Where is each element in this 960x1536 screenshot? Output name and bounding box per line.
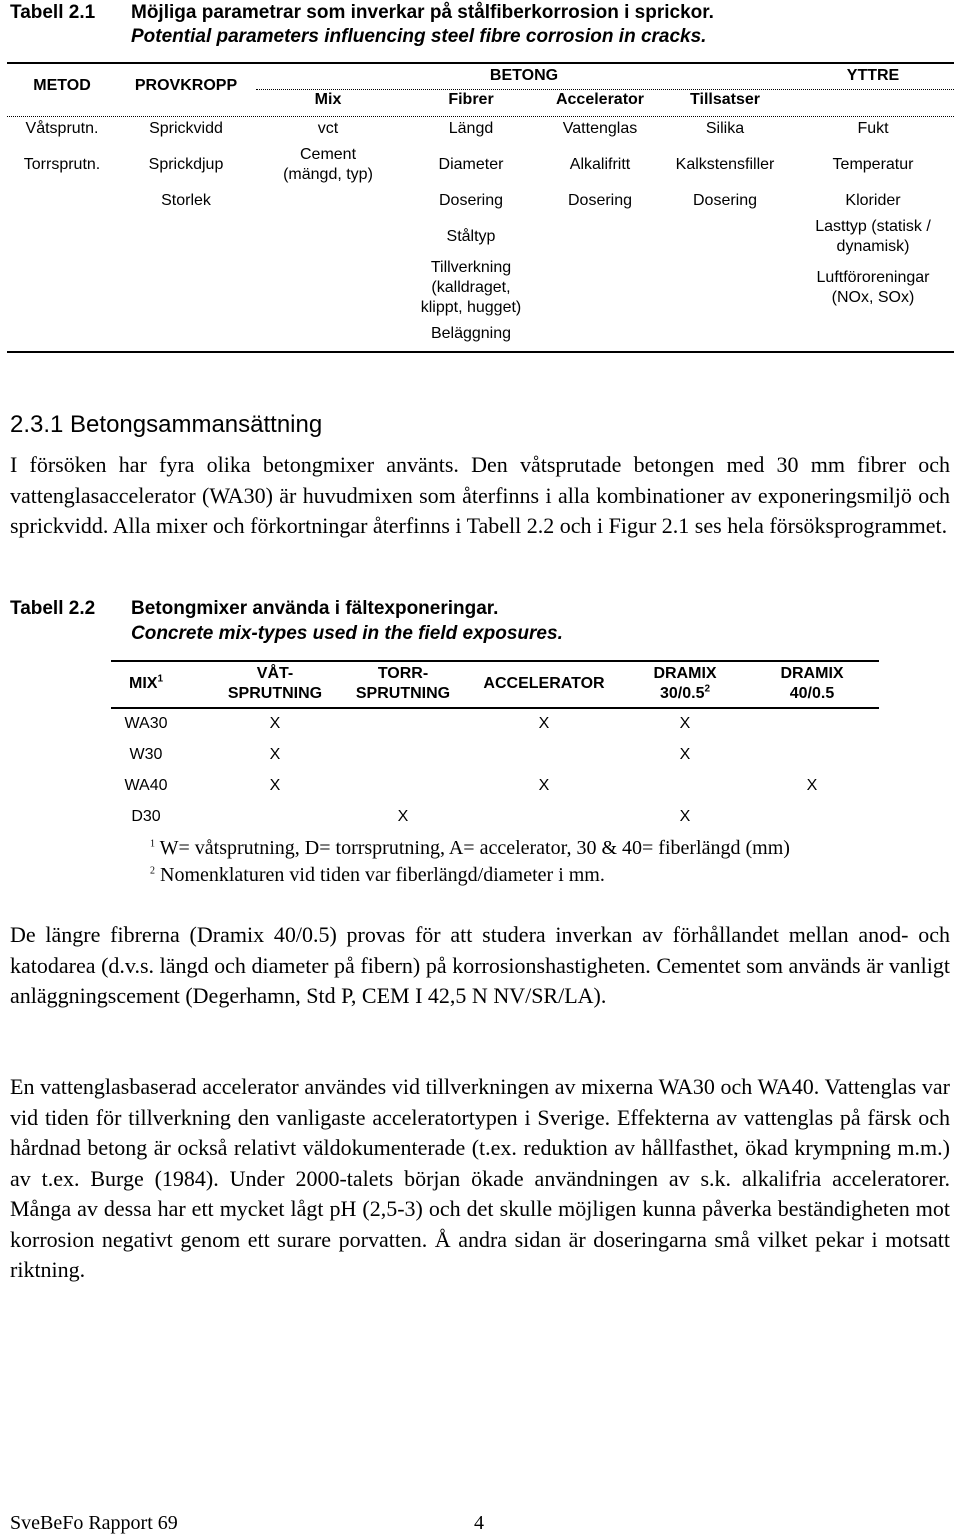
header-yttre: YTTRE bbox=[846, 67, 900, 84]
cell-fibrer-2: Diameter bbox=[438, 156, 504, 173]
cell-yttre-luft: Luftföroreningar bbox=[816, 269, 930, 286]
cell-yttre-1: Fukt bbox=[857, 120, 889, 137]
row-wa30-acc: X bbox=[538, 715, 550, 732]
body-paragraph-2: En vattenglasbaserad accelerator användes vid tillverkningen av mixerna WA30 och WA40. Vattenglas var vid tiden för tillverkning den vanligaste acceleratortypen i Sverige. Effekterna av vattenglas på färsk och hårdnad betong är också relativt väldokumenterade (t.ex. reduktion av hållfasthet, ökad krympning m.m.) av t.ex. Burge (1984). Under 2000-talets början ökade användningen av s.k. alkalifria acceleratorer. Många av dessa har ett mycket lågt pH (2,5-3) och det skulle möjligen kunna påverka beständigheten mot korrosion negativt genom ett surare porvatten. Å andra sidan är doseringarna små vilket pekar i motsatt riktning. bbox=[10, 1074, 950, 1282]
header-metod: METOD bbox=[33, 77, 91, 94]
header-provkropp: PROVKROPP bbox=[134, 77, 238, 94]
mix-header-label: MIX bbox=[128, 675, 158, 692]
mix-table-top-rule bbox=[111, 660, 879, 662]
betong-underline bbox=[256, 89, 954, 90]
torr-header-2: SPRUTNING bbox=[355, 685, 451, 702]
cell-fibrer-klippt: klippt, hugget) bbox=[420, 299, 522, 316]
cell-tillsatser-1: Silika bbox=[705, 120, 745, 137]
cell-fibrer-kalldraget: (kalldraget, bbox=[431, 279, 511, 296]
header-tillsatser: Tillsatser bbox=[690, 91, 760, 108]
header-betong: BETONG bbox=[489, 67, 559, 84]
table-top-rule bbox=[7, 62, 954, 64]
vat-header-1: VÅT- bbox=[256, 665, 294, 682]
row-mix-w30: W30 bbox=[129, 746, 163, 763]
dramix30-footnote-mark: 2 bbox=[704, 683, 711, 695]
accelerator-header: ACCELERATOR bbox=[483, 675, 605, 692]
table-caption-number: Tabell 2.1 bbox=[10, 2, 96, 23]
table-caption-sv: Möjliga parametrar som inverkar på stålfiberkorrosion i sprickor. bbox=[131, 2, 714, 23]
section-heading: 2.3.1 Betongsammansättning bbox=[10, 411, 323, 438]
row-wa30-vat: X bbox=[269, 715, 281, 732]
cell-provkropp-3: Storlek bbox=[161, 192, 211, 209]
row-w30-d30: X bbox=[679, 746, 691, 763]
cell-fibrer-belaggning: Beläggning bbox=[430, 325, 512, 342]
header-fibrer: Fibrer bbox=[448, 91, 494, 108]
cell-metod-1: Våtsprutn. bbox=[25, 120, 99, 137]
row-mix-wa40: WA40 bbox=[124, 777, 168, 794]
footer-page-number: 4 bbox=[474, 1512, 484, 1534]
cell-provkropp-2: Sprickdjup bbox=[148, 156, 224, 173]
cell-accelerator-2: Alkalifritt bbox=[569, 156, 631, 173]
mix-table-header-rule bbox=[111, 707, 879, 709]
footnote-1-text: W= våtsprutning, D= torrsprutning, A= accelerator, 30 & 40= fiberlängd (mm) bbox=[159, 837, 790, 859]
cell-mix-2a: Cement bbox=[299, 146, 357, 163]
footnote-2-text: Nomenklaturen vid tiden var fiberlängd/diameter i mm. bbox=[160, 864, 605, 886]
cell-tillsatser-3: Dosering bbox=[692, 192, 758, 209]
cell-fibrer-1: Längd bbox=[448, 120, 494, 137]
table2-caption-number: Tabell 2.2 bbox=[10, 598, 96, 619]
cell-fibrer-3: Dosering bbox=[438, 192, 504, 209]
footnote-2 bbox=[150, 864, 605, 887]
table2-caption-en: Concrete mix-types used in the field exposures. bbox=[131, 623, 563, 644]
cell-yttre-3: Klorider bbox=[845, 192, 901, 209]
dramix40-header-2: 40/0.5 bbox=[789, 685, 835, 702]
mix-header bbox=[129, 675, 163, 693]
row-wa30-d30: X bbox=[679, 715, 691, 732]
row-w30-vat: X bbox=[269, 746, 281, 763]
footnote-1-mark: 1 bbox=[150, 838, 155, 850]
torr-header-1: TORR- bbox=[377, 665, 429, 682]
section-paragraph: I försöken har fyra olika betongmixer använts. Den våtsprutade betongen med 30 mm fibrer och vattenglasaccelerator (WA30) är huvudmixen som återfinns i alla kombinationer av exponeringsmiljö och sprickvidd. Alla mixer och förkortningar återfinns i Tabell 2.2 och i Figur 2.1 ses hela försöksprogrammet. bbox=[10, 452, 950, 538]
table-caption-en: Potential parameters influencing steel fibre corrosion in cracks. bbox=[131, 26, 707, 47]
cell-fibrer-tillverkning: Tillverkning bbox=[430, 259, 512, 276]
dramix40-header-1: DRAMIX bbox=[780, 665, 844, 682]
table-bottom-rule bbox=[7, 351, 954, 353]
cell-tillsatser-2: Kalkstensfiller bbox=[675, 156, 775, 173]
row-wa40-vat: X bbox=[269, 777, 281, 794]
footer-report: SveBeFo Rapport 69 bbox=[10, 1512, 178, 1534]
cell-mix-1: vct bbox=[317, 120, 339, 137]
cell-accelerator-1: Vattenglas bbox=[562, 120, 638, 137]
row-wa40-d40: X bbox=[806, 777, 818, 794]
row-d30-torr: X bbox=[397, 808, 409, 825]
cell-mix-2b: (mängd, typ) bbox=[283, 166, 373, 183]
dramix30-header-2 bbox=[660, 685, 710, 703]
footnote-2-mark: 2 bbox=[150, 865, 155, 877]
cell-accelerator-3: Dosering bbox=[567, 192, 633, 209]
vat-header-2: SPRUTNING bbox=[227, 685, 323, 702]
header-mix: Mix bbox=[314, 91, 342, 108]
footnote-1 bbox=[150, 837, 790, 860]
row-mix-d30: D30 bbox=[131, 808, 161, 825]
cell-yttre-nox: (NOx, SOx) bbox=[831, 289, 915, 306]
mix-header-footnote-mark: 1 bbox=[157, 673, 164, 685]
header-accelerator: Accelerator bbox=[555, 91, 645, 108]
cell-metod-2: Torrsprutn. bbox=[23, 156, 101, 173]
cell-fibrer-staltyp: Ståltyp bbox=[446, 228, 496, 245]
dramix30-header-value: 30/0.5 bbox=[659, 685, 705, 702]
cell-yttre-lasttyp: Lasttyp (statisk / bbox=[815, 218, 931, 235]
row-wa40-acc: X bbox=[538, 777, 550, 794]
row-d30-d30: X bbox=[679, 808, 691, 825]
cell-yttre-dynamisk: dynamisk) bbox=[836, 238, 910, 255]
dramix30-header-1: DRAMIX bbox=[653, 665, 717, 682]
header-underline bbox=[7, 116, 954, 117]
cell-yttre-2: Temperatur bbox=[832, 156, 914, 173]
table2-caption-sv: Betongmixer använda i fältexponeringar. bbox=[131, 598, 499, 619]
cell-provkropp-1: Sprickvidd bbox=[149, 120, 223, 137]
row-mix-wa30: WA30 bbox=[124, 715, 168, 732]
body-paragraph-1: De längre fibrerna (Dramix 40/0.5) provas för att studera inverkan av förhållandet mellan anod- och katodarea (d.v.s. längd och diameter på fibern) på korrosionshastigheten. Cementet som används är vanligt anläggningscement (Degerhamn, Std P, CEM I 42,5 N NV/SR/LA). bbox=[10, 922, 950, 1008]
